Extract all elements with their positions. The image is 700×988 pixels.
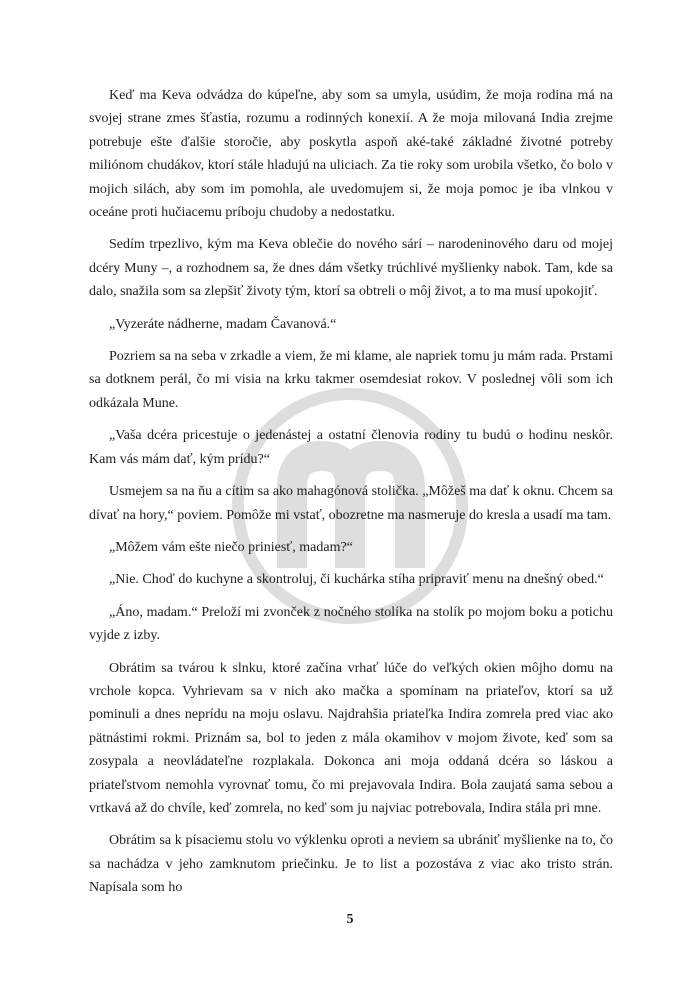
paragraph-11: Obrátim sa k písaciemu stolu vo výklenku oproti a neviem sa ubrániť myšlienke na to, čo sa nachádza v jeho zamknutom priečinku. Je to list a pozostáva z viac ako tristo strán. Napísala som ho	[89, 833, 613, 896]
paragraph-3: „Vyzeráte nádherne, madam Čavanová.“	[109, 316, 337, 332]
watermark-letter: m	[349, 528, 351, 529]
paragraph-2: Sedím trpezlivo, kým ma Keva oblečie do nového sárí – narodeninového daru od mojej dcéry Muny –, a rozhodnem sa, že dnes dám všetky trúchlivé myšlienky nabok. Tam, kde sa dalo, snažila som sa zlepšiť životy tým, ktorí sa obtreli o môj život, a to ma musí upokojiť.	[89, 237, 613, 300]
paragraph-8: „Nie. Choď do kuchyne a skontroluj, či kuchárka stíha pripraviť menu na dnešný obed.“	[109, 572, 604, 588]
page-number: 5	[346, 912, 354, 927]
paragraph-9: „Áno, madam.“ Preloží mi zvonček z nočného stolíka na stolík po mojom boku a potichu vyjde z izby.	[89, 604, 613, 644]
paragraph-4: Pozriem sa na seba v zrkadle a viem, že mi klame, ale napriek tomu ju mám rada. Prstami sa dotknem perál, čo mi visia na krku takmer osemdesiat rokov. V poslednej vôli som ich odkázala Mune.	[89, 349, 613, 411]
paragraph-1: Keď ma Keva odvádza do kúpeľne, aby som sa umyla, usúdim, že moja rodina má na svojej strane zmes šťastia, rozumu a rodinných konexií. A že moja milovaná India zrejme potrebuje ešte ďalšie storočie, aby poskytla aspoň aké-také základné životné potreby miliónom chudákov, ktorí stále hladujú na uliciach. Za tie roky som urobila všetko, čo bolo v mojich silách, aby som im pomohla, ale uvedomujem si, že moja pomoc je iba vlnkou v oceáne proti hučiacemu príboju chudoby a nedostatku.	[89, 88, 613, 221]
body-text	[89, 84, 613, 909]
paragraph-10: Obrátim sa tvárou k slnku, ktoré začína vrhať lúče do veľkých okien môjho domu na vrchole kopca. Vyhrievam sa v nich ako mačka a spomínam na priateľov, ktorí sa už pominuli a dnes neprídu na moju oslavu. Najdrahšia priateľka Indira zomrela pred viac ako pätnástimi rokmi. Priznám sa, bol to jeden z mála okamihov v mojom živote, keď som sa zosypala a neovládateľne rozplakala. Dokonca ani moja oddaná dcéra so láskou a priateľstvom nemohla vyrovnať tomu, čo mi prejavovala Indira. Bola zaujatá sama sebou a vrtkavá až do chvíle, keď zomrela, no keď som ju najviac potrebovala, Indira stála pri mne.	[89, 660, 613, 816]
paragraph-6: Usmejem sa na ňu a cítim sa ako mahagónová stolička. „Môžeš ma dať k oknu. Chcem sa dívať na hory,“ poviem. Pomôže mi vstať, obozretne ma nasmeruje do kresla a usadí ma tam.	[89, 484, 613, 523]
paragraph-5: „Vaša dcéra pricestuje o jedenástej a ostatní členovia rodiny tu budú o hodinu neskôr. Kam vás mám dať, kým prídu?“	[89, 428, 613, 467]
paragraph-7: „Môžem vám ešte niečo priniesť, madam?“	[109, 539, 353, 555]
